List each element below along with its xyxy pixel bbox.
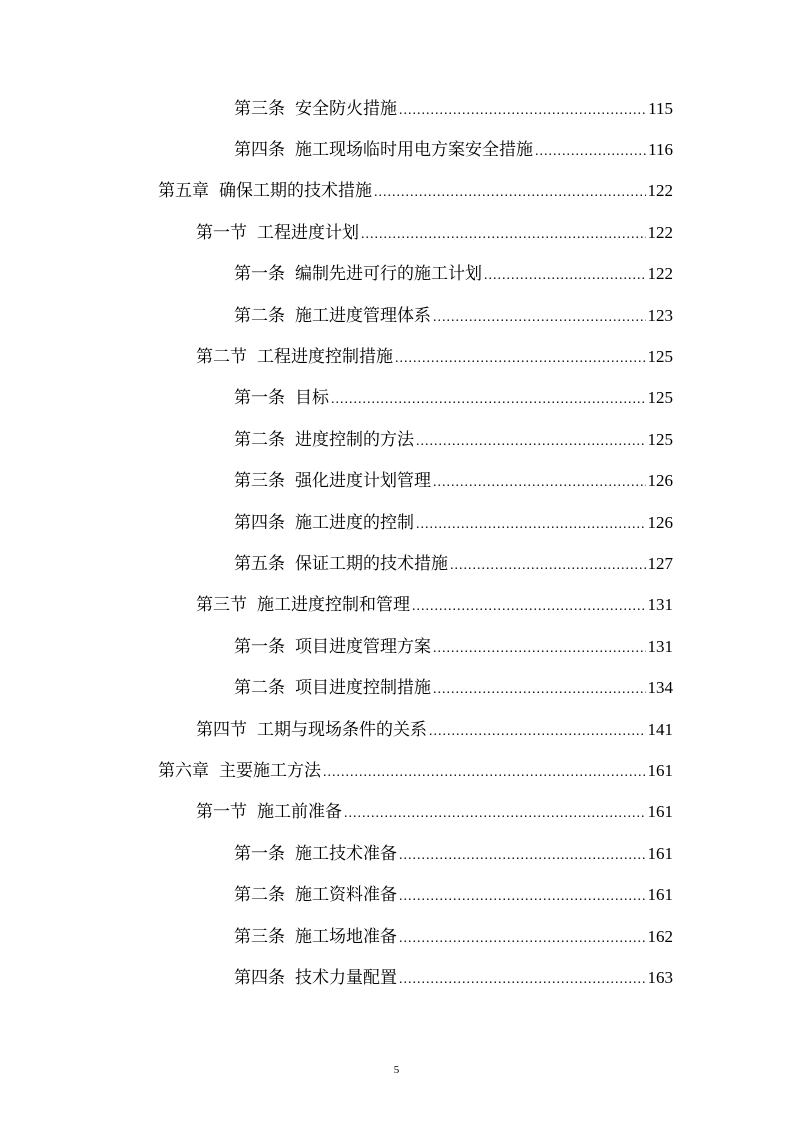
toc-entry[interactable] (0, 544, 793, 585)
toc-entry[interactable] (0, 130, 793, 171)
toc-dot-leader (374, 183, 646, 203)
toc-entry-title: 施工前准备 (257, 802, 342, 823)
toc-entry-number: 第一节 (196, 802, 247, 823)
toc-entry-page: 122 (647, 181, 673, 201)
toc-entry-page: 161 (647, 760, 673, 780)
toc-entry[interactable] (0, 875, 793, 916)
toc-entry-page: 123 (647, 305, 673, 325)
toc-entry-title: 项目进度管理方案 (295, 636, 431, 657)
toc-entry[interactable] (0, 627, 793, 668)
toc-entry-title: 目标 (295, 388, 329, 409)
toc-dot-leader (399, 970, 646, 990)
toc-dot-leader (399, 101, 646, 121)
toc-entry-page: 122 (647, 222, 673, 242)
toc-entry-line (234, 927, 673, 949)
toc-entry-line (196, 802, 673, 824)
toc-entry-line (234, 844, 673, 866)
toc-entry-line (234, 99, 673, 121)
toc-entry-number: 第五条 (234, 553, 285, 574)
toc-entry-number: 第一条 (234, 388, 285, 409)
toc-entry-number: 第二条 (234, 429, 285, 450)
toc-entry[interactable] (0, 958, 793, 999)
toc-entry-line (158, 181, 673, 203)
toc-dot-leader (416, 515, 646, 535)
toc-entry-page: 122 (647, 264, 673, 284)
toc-entry-line (234, 306, 673, 328)
toc-entry[interactable] (0, 213, 793, 254)
toc-entry-number: 第六章 (158, 760, 209, 781)
toc-entry-title: 强化进度计划管理 (295, 471, 431, 492)
toc-entry-line (234, 430, 673, 452)
toc-entry-page: 161 (647, 802, 673, 822)
toc-dot-leader (323, 763, 646, 783)
toc-dot-leader (344, 804, 646, 824)
toc-entry-line (234, 678, 673, 700)
toc-entry-number: 第一条 (234, 843, 285, 864)
toc-dot-leader (433, 639, 646, 659)
toc-entry-line (234, 554, 673, 576)
toc-dot-leader (535, 142, 646, 162)
toc-entry-title: 保证工期的技术措施 (295, 553, 448, 574)
toc-entry-title: 主要施工方法 (219, 760, 321, 781)
toc-entry-title: 施工技术准备 (295, 843, 397, 864)
toc-entry-page: 125 (647, 429, 673, 449)
toc-entry-title: 工程进度计划 (257, 222, 359, 243)
toc-entry-number: 第四条 (234, 512, 285, 533)
toc-entry-line (234, 140, 673, 162)
toc-entry-line (196, 347, 673, 369)
toc-entry-title: 安全防火措施 (295, 98, 397, 119)
toc-entry[interactable] (0, 586, 793, 627)
toc-entry-number: 第二条 (234, 305, 285, 326)
toc-entry[interactable] (0, 89, 793, 130)
toc-entry-number: 第四条 (234, 967, 285, 988)
toc-dot-leader (395, 349, 646, 369)
toc-entry-page: 116 (648, 140, 673, 160)
toc-dot-leader (416, 432, 646, 452)
toc-entry-page: 163 (647, 967, 673, 987)
toc-entry-line (234, 968, 673, 990)
toc-entry-page: 141 (647, 719, 673, 739)
toc-entry-title: 施工进度的控制 (295, 512, 414, 533)
toc-entry-page: 126 (647, 512, 673, 532)
toc-entry-line (234, 264, 673, 286)
toc-entry[interactable] (0, 834, 793, 875)
toc-entry-line (158, 761, 673, 783)
toc-entry[interactable] (0, 917, 793, 958)
toc-entry-page: 161 (647, 843, 673, 863)
toc-entry-number: 第二条 (234, 885, 285, 906)
toc-entry[interactable] (0, 793, 793, 834)
toc-entry[interactable] (0, 337, 793, 378)
toc-entry-number: 第四条 (234, 140, 285, 161)
toc-entry-title: 项目进度控制措施 (295, 678, 431, 699)
toc-entry[interactable] (0, 379, 793, 420)
toc-dot-leader (429, 722, 646, 742)
toc-entry[interactable] (0, 668, 793, 709)
toc-entry[interactable] (0, 296, 793, 337)
toc-dot-leader (361, 225, 646, 245)
toc-entry[interactable] (0, 255, 793, 296)
toc-dot-leader (399, 929, 646, 949)
toc-entry-line (234, 513, 673, 535)
toc-entry-page: 162 (647, 926, 673, 946)
table-of-contents (0, 89, 793, 1000)
toc-dot-leader (412, 597, 646, 617)
toc-entry[interactable] (0, 710, 793, 751)
toc-entry-title: 技术力量配置 (295, 967, 397, 988)
toc-entry-number: 第一节 (196, 222, 247, 243)
toc-entry-title: 施工场地准备 (295, 926, 397, 947)
toc-entry-number: 第二条 (234, 678, 285, 699)
toc-dot-leader (433, 680, 646, 700)
toc-entry-number: 第四节 (196, 719, 247, 740)
toc-dot-leader (484, 266, 646, 286)
toc-entry-number: 第五章 (158, 181, 209, 202)
toc-entry-number: 第三节 (196, 595, 247, 616)
toc-entry-number: 第三条 (234, 471, 285, 492)
toc-entry-page: 131 (647, 636, 673, 656)
toc-entry-page: 125 (647, 347, 673, 367)
toc-entry-title: 工程进度控制措施 (257, 347, 393, 368)
page-number: 5 (393, 1064, 400, 1076)
toc-entry-title: 编制先进可行的施工计划 (295, 264, 482, 285)
toc-entry-number: 第一条 (234, 636, 285, 657)
toc-entry[interactable] (0, 503, 793, 544)
toc-entry-title: 确保工期的技术措施 (219, 181, 372, 202)
toc-dot-leader (433, 308, 646, 328)
toc-entry[interactable] (0, 462, 793, 503)
toc-entry-line (234, 637, 673, 659)
toc-entry-page: 134 (647, 678, 673, 698)
toc-entry-page: 125 (647, 388, 673, 408)
toc-entry-line (234, 885, 673, 907)
toc-entry-number: 第三条 (234, 98, 285, 119)
toc-entry-line (234, 388, 673, 410)
toc-dot-leader (331, 390, 646, 410)
toc-dot-leader (450, 556, 646, 576)
toc-entry-title: 施工现场临时用电方案安全措施 (295, 140, 533, 161)
toc-entry-title: 工期与现场条件的关系 (257, 719, 427, 740)
toc-entry-page: 131 (647, 595, 673, 615)
toc-entry[interactable] (0, 751, 793, 792)
toc-entry-line (196, 720, 673, 742)
toc-entry[interactable] (0, 420, 793, 461)
toc-entry-line (196, 223, 673, 245)
toc-entry-number: 第三条 (234, 926, 285, 947)
toc-entry-page: 161 (647, 885, 673, 905)
toc-entry-page: 127 (647, 553, 673, 573)
toc-entry[interactable] (0, 172, 793, 213)
toc-entry-line (196, 595, 673, 617)
toc-entry-number: 第一条 (234, 264, 285, 285)
toc-dot-leader (433, 473, 646, 493)
toc-entry-title: 施工进度管理体系 (295, 305, 431, 326)
toc-dot-leader (399, 846, 646, 866)
toc-entry-line (234, 471, 673, 493)
toc-entry-title: 施工资料准备 (295, 885, 397, 906)
toc-entry-title: 进度控制的方法 (295, 429, 414, 450)
toc-entry-page: 126 (647, 471, 673, 491)
toc-entry-title: 施工进度控制和管理 (257, 595, 410, 616)
toc-dot-leader (399, 887, 646, 907)
toc-entry-number: 第二节 (196, 347, 247, 368)
toc-entry-page: 115 (648, 98, 673, 118)
